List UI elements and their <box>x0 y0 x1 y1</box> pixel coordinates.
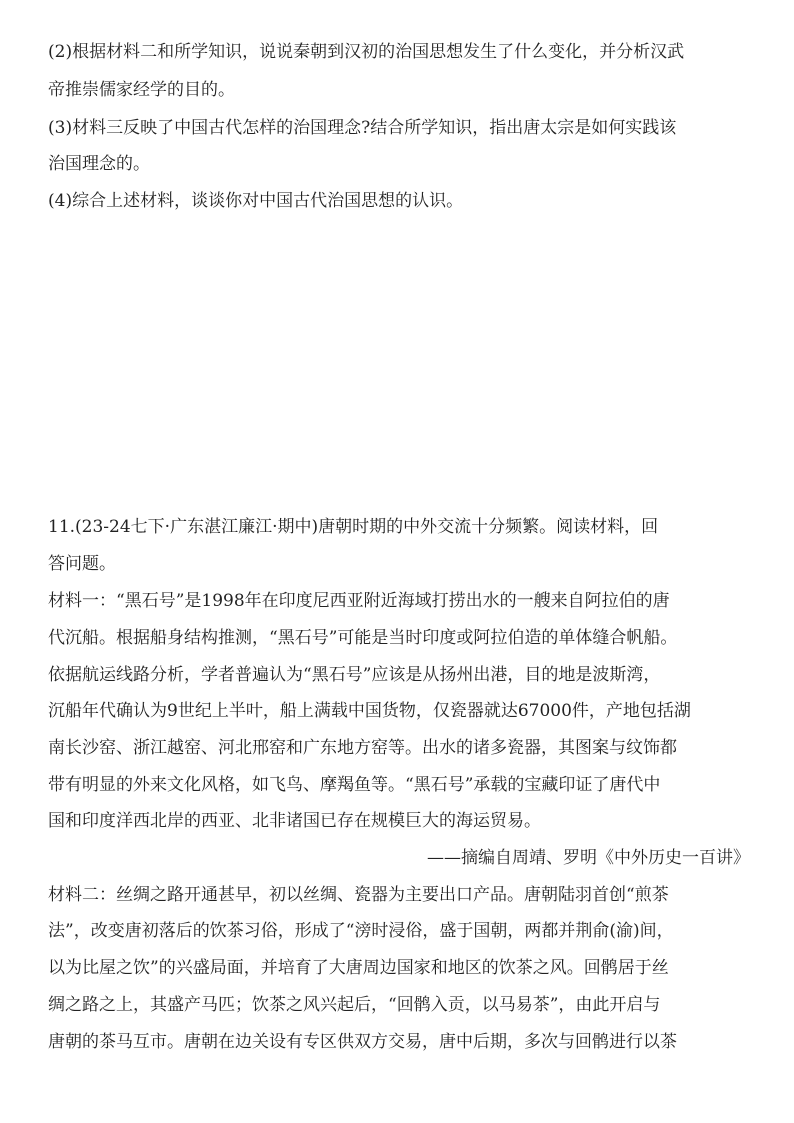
question-2-line-1: (2)根据材料二和所学知识，说说秦朝到汉初的治国思想发生了什么变化，并分析汉武 <box>48 42 685 62</box>
material-1-source: ——摘编自周靖、罗明《中外历史一百讲》 <box>427 848 750 868</box>
material-2-line: 唐朝的茶马互市。唐朝在边关设有专区供双方交易，唐中后期，多次与回鹘进行以茶 <box>48 1032 677 1052</box>
material-1-line: 代沉船。根据船身结构推测，“黑石号”可能是当时印度或阿拉伯造的单体缝合帆船。 <box>48 628 678 648</box>
question-2-line-2: 帝推崇儒家经学的目的。 <box>48 80 235 100</box>
material-2-line: 绸之路之上，其盛产马匹；饮茶之风兴起后，“回鹘入贡，以马易茶”，由此开启与 <box>48 995 661 1015</box>
material-1-line: 材料一：“黑石号”是1998年在印度尼西亚附近海域打捞出水的一艘来自阿拉伯的唐 <box>48 591 670 611</box>
material-1-line: 带有明显的外来文化风格，如飞鸟、摩羯鱼等。“黑石号”承载的宝藏印证了唐代中 <box>48 775 661 795</box>
material-1-line: 沉船年代确认为9世纪上半叶，船上满载中国货物，仅瓷器就达67000件，产地包括湖 <box>48 701 691 721</box>
material-1-line: 国和印度洋西北岸的西亚、北非诸国已存在规模巨大的海运贸易。 <box>48 811 541 831</box>
material-2-line: 法”，改变唐初落后的饮茶习俗，形成了“滂时浸俗，盛于国朝，两都并荆俞(渝)间， <box>48 921 674 941</box>
material-2-line: 材料二：丝绸之路开通甚早，初以丝绸、瓷器为主要出口产品。唐朝陆羽首创“煎茶 <box>48 885 669 905</box>
answer-area <box>48 220 748 490</box>
question-3-line-1: (3)材料三反映了中国古代怎样的治国理念?结合所学知识，指出唐太宗是如何实践该 <box>48 118 677 138</box>
question-4-line-1: (4)综合上述材料，谈谈你对中国古代治国思想的认识。 <box>48 191 464 211</box>
material-1-line: 依据航运线路分析，学者普遍认为“黑石号”应该是从扬州出港，目的地是波斯湾， <box>48 665 661 685</box>
question-11-header-line-2: 答问题。 <box>48 554 116 574</box>
material-1-line: 南长沙窑、浙江越窑、河北邢窑和广东地方窑等。出水的诸多瓷器，其图案与纹饰都 <box>48 738 677 758</box>
question-3-line-2: 治国理念的。 <box>48 154 150 174</box>
question-11-header-line-1: 11.(23-24七下·广东湛江廉江·期中)唐朝时期的中外交流十分频繁。阅读材料，回 <box>48 517 659 537</box>
material-2-line: 以为比屋之饮”的兴盛局面，并培育了大唐周边国家和地区的饮茶之风。回鹘居于丝 <box>48 958 669 978</box>
